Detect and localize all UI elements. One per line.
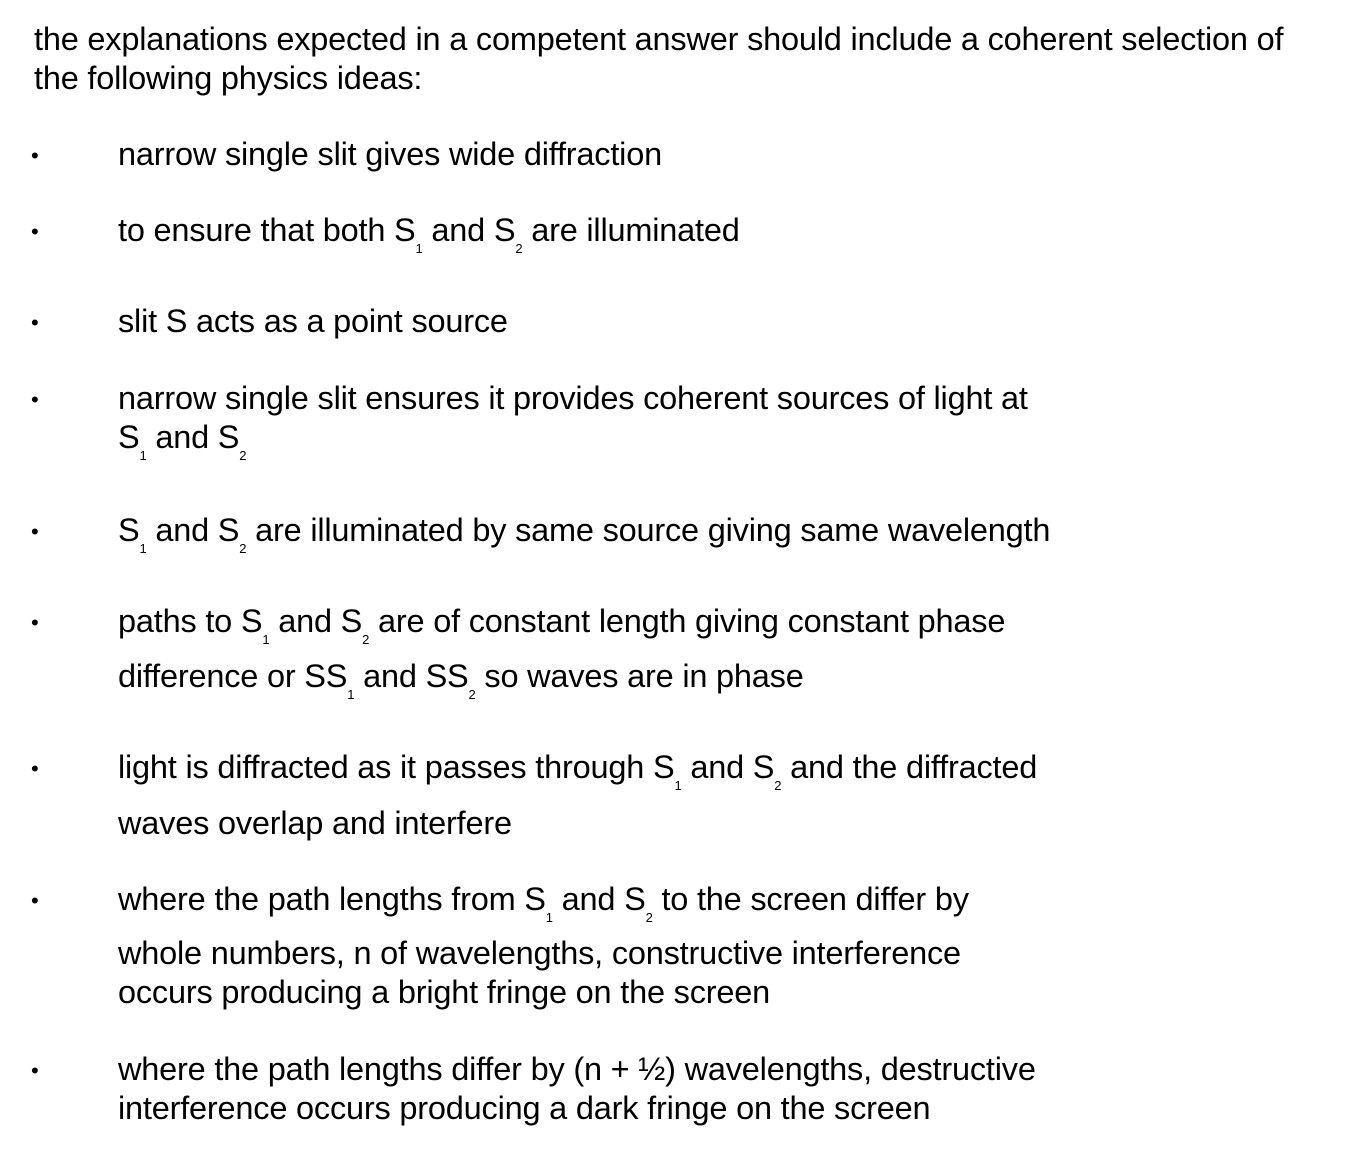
bullet-icon: • xyxy=(31,519,39,544)
bullet-icon: • xyxy=(31,310,39,335)
bullet-icon: • xyxy=(31,387,39,412)
subscript: 2 xyxy=(468,687,476,702)
item-line: interference occurs producing a dark fringe on the screen xyxy=(118,1090,931,1126)
item-line xyxy=(118,419,247,463)
item-line: where the path lengths differ by (n + ½) wavelengths, destructive xyxy=(118,1051,1036,1087)
item-line: narrow single slit ensures it provides coherent sources of light at xyxy=(118,380,1028,416)
item-line xyxy=(118,881,969,925)
item-line: whole numbers, n of wavelengths, constructive interference xyxy=(118,935,961,971)
text-run: light is diffracted as it passes through S xyxy=(118,749,675,785)
text-run: S xyxy=(118,512,140,548)
subscript: 2 xyxy=(362,632,370,647)
item-line xyxy=(118,512,1051,556)
text-run: to ensure that both S xyxy=(118,212,416,248)
item-line: narrow single slit gives wide diffraction xyxy=(118,136,662,172)
text-run: paths to S xyxy=(118,603,263,639)
subscript: 2 xyxy=(774,778,782,793)
bullet-icon: • xyxy=(31,219,39,244)
subscript: 1 xyxy=(139,541,147,556)
bullet-icon: • xyxy=(31,143,39,168)
item-line xyxy=(118,212,740,256)
bullet-icon: • xyxy=(31,610,39,635)
bullet-icon: • xyxy=(31,1058,39,1083)
text-run: are illuminated xyxy=(522,212,740,248)
text-run: and S xyxy=(681,749,775,785)
subscript: 1 xyxy=(139,448,147,463)
item-line xyxy=(118,658,804,702)
text-run: to the screen differ by xyxy=(652,881,969,917)
subscript: 1 xyxy=(545,910,553,925)
item-line xyxy=(118,603,1006,647)
subscript: 1 xyxy=(415,241,423,256)
intro-paragraph xyxy=(34,20,1283,98)
subscript: 1 xyxy=(347,687,355,702)
text-run: and S xyxy=(146,512,240,548)
text-run: so waves are in phase xyxy=(475,658,804,694)
subscript: 2 xyxy=(645,910,653,925)
item-line: waves overlap and interfere xyxy=(118,805,512,841)
text-run: where the path lengths from S xyxy=(118,881,546,917)
text-run: and the diffracted xyxy=(781,749,1038,785)
subscript: 2 xyxy=(239,541,247,556)
item-line xyxy=(118,749,1038,793)
text-run: are illuminated by same source giving same wavelength xyxy=(246,512,1051,548)
subscript: 2 xyxy=(515,241,523,256)
intro-line-2: the following physics ideas: xyxy=(34,60,423,96)
subscript: 1 xyxy=(262,632,270,647)
text-run: difference or SS xyxy=(118,658,348,694)
text-run: and S xyxy=(269,603,363,639)
item-line: slit S acts as a point source xyxy=(118,303,508,339)
intro-line-1: the explanations expected in a competent answer should include a coherent selection of xyxy=(34,21,1284,57)
subscript: 2 xyxy=(239,448,247,463)
text-run: and S xyxy=(422,212,516,248)
item-line: occurs producing a bright fringe on the screen xyxy=(118,974,771,1010)
bullet-icon: • xyxy=(31,888,39,913)
text-run: are of constant length giving constant phase xyxy=(369,603,1006,639)
subscript: 1 xyxy=(674,778,682,793)
text-run: and S xyxy=(146,419,240,455)
text-run: S xyxy=(118,419,140,455)
text-run: and S xyxy=(552,881,646,917)
bullet-icon: • xyxy=(31,756,39,781)
text-run: and SS xyxy=(354,658,469,694)
